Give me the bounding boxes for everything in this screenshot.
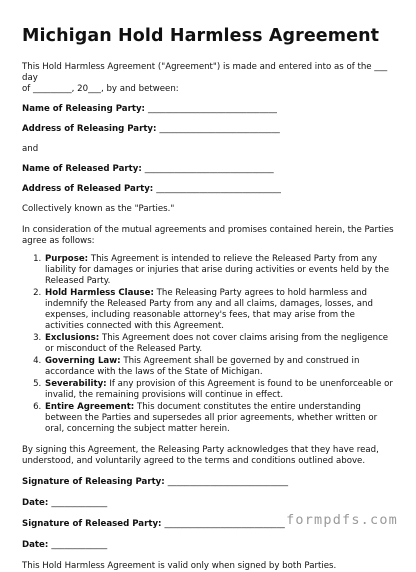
clause-text: This Agreement does not cover claims arising from the negligence or misconduct of the Released Party. xyxy=(45,333,389,354)
acknowledgement-paragraph: By signing this Agreement, the Releasing Party acknowledges that they have read, understood, and voluntarily agreed to the terms and conditions outlined above. xyxy=(22,445,379,466)
released-party-date-field[interactable] xyxy=(22,540,396,551)
and-text: and xyxy=(22,144,39,154)
consideration-paragraph: In consideration of the mutual agreements and promises contained herein, the Parties agree as follows: xyxy=(22,225,394,246)
clause-item xyxy=(44,254,396,287)
intro-line-2: of _________, 20___, by and between: xyxy=(22,84,179,94)
date-label: Date: xyxy=(22,498,49,508)
date-blank[interactable]: _____________ xyxy=(51,540,108,550)
clause-item xyxy=(44,402,396,435)
document-title: Michigan Hold Harmless Agreement xyxy=(22,26,380,46)
released-party-address-blank[interactable]: _____________________________ xyxy=(156,184,281,194)
releasing-party-signature-label: Signature of Releasing Party: xyxy=(22,477,165,487)
clause-text: This Agreement shall be governed by and construed in accordance with the laws of the State of Michigan. xyxy=(45,356,360,377)
clause-text: This Agreement is intended to relieve the Released Party from any liability for damages or injuries that arise during activities or events held by the Released Party. xyxy=(45,254,390,286)
released-party-address-field[interactable] xyxy=(22,184,396,195)
released-party-name-label: Name of Released Party: xyxy=(22,164,142,174)
intro-line-1: This Hold Harmless Agreement ("Agreement") is made and entered into as of the ___ day xyxy=(22,62,388,83)
releasing-party-address-field[interactable] xyxy=(22,124,396,135)
releasing-party-name-label: Name of Releasing Party: xyxy=(22,104,145,114)
releasing-party-address-label: Address of Releasing Party: xyxy=(22,124,157,134)
clause-item xyxy=(44,333,396,355)
watermark-text: formpdfs.com xyxy=(286,512,398,528)
released-party-signature-label: Signature of Released Party: xyxy=(22,519,162,529)
releasing-party-signature-blank[interactable]: ____________________________ xyxy=(167,477,289,487)
clause-item xyxy=(44,379,396,401)
clauses-list xyxy=(22,254,396,435)
releasing-party-address-blank[interactable]: ____________________________ xyxy=(159,124,280,134)
clause-heading: Exclusions: xyxy=(45,333,100,343)
date-label: Date: xyxy=(22,540,49,550)
parties-definition: Collectively known as the "Parties." xyxy=(22,204,175,214)
clause-heading: Entire Agreement: xyxy=(45,402,135,412)
releasing-party-signature-field[interactable] xyxy=(22,477,396,488)
clause-heading: Governing Law: xyxy=(45,356,121,366)
releasing-party-date-field[interactable] xyxy=(22,498,396,509)
validity-note: This Hold Harmless Agreement is valid only when signed by both Parties. xyxy=(22,561,337,571)
intro-paragraph xyxy=(22,62,396,95)
date-blank[interactable]: _____________ xyxy=(51,498,108,508)
clause-heading: Severability: xyxy=(45,379,107,389)
released-party-name-blank[interactable]: ______________________________ xyxy=(144,164,274,174)
releasing-party-name-blank[interactable]: ______________________________ xyxy=(148,104,277,114)
clause-heading: Purpose: xyxy=(45,254,89,264)
clause-text: The Releasing Party agrees to hold harmless and indemnify the Released Party from any and all claims, damages, losses, and expenses, including reasonable attorney's fees, that may arise from the activities connected with this Agreement. xyxy=(45,288,373,331)
released-party-signature-blank[interactable]: ____________________________ xyxy=(164,519,285,529)
clause-item xyxy=(44,288,396,332)
clause-text: This document constitutes the entire understanding between the Parties and supersedes all prior agreements, whether written or oral, concerning the subject matter herein. xyxy=(45,402,378,434)
released-party-name-field[interactable] xyxy=(22,164,396,175)
clause-heading: Hold Harmless Clause: xyxy=(45,288,154,298)
clause-text: If any provision of this Agreement is found to be unenforceable or invalid, the remaining provisions will continue in effect. xyxy=(45,379,393,400)
releasing-party-name-field[interactable] xyxy=(22,104,396,115)
clause-item xyxy=(44,356,396,378)
released-party-address-label: Address of Released Party: xyxy=(22,184,154,194)
